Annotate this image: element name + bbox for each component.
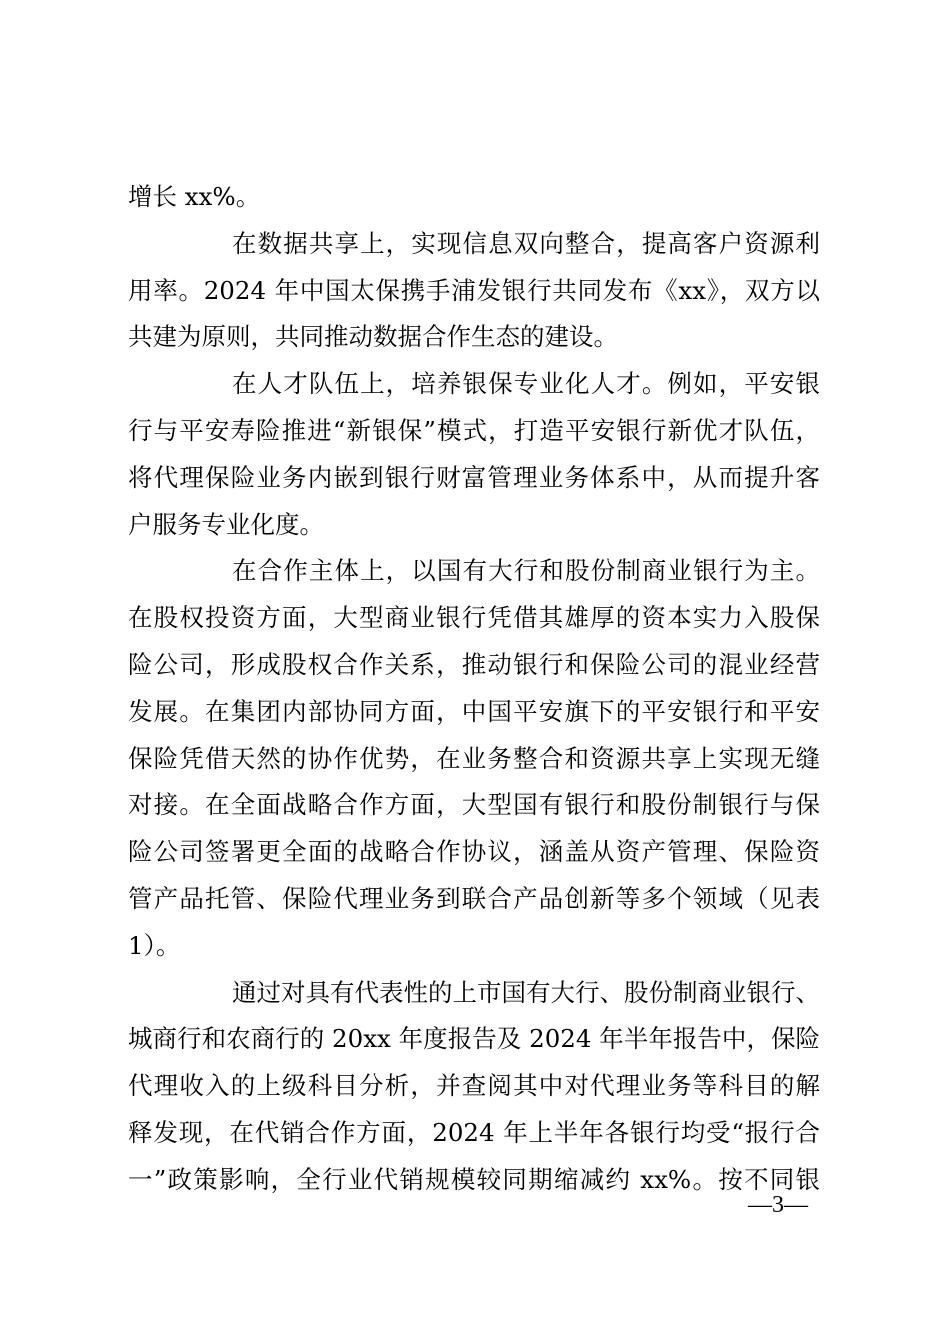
- document-body: [128, 174, 820, 1204]
- text-line: 在人才队伍上，培养银保专业化人才。例如，平安银: [232, 369, 820, 399]
- text-line: 管产品托管、保险代理业务到联合产品创新等多个领域（见表: [128, 883, 820, 913]
- page-number: —3—: [748, 1192, 808, 1218]
- text-line: 用率。2024 年中国太保携手浦发银行共同发布《xx》，双方以: [128, 275, 820, 305]
- text-line: 通过对具有代表性的上市国有大行、股份制商业银行、: [232, 977, 820, 1007]
- text-line: 增长 xx%。: [128, 182, 261, 211]
- text-line: 一”政策影响，全行业代销规模较同期缩减约 xx%。按不同银: [128, 1164, 820, 1194]
- paragraph-talent: [128, 361, 820, 548]
- text-line: 险公司，形成股权合作关系，推动银行和保险公司的混业经营: [128, 649, 820, 679]
- text-line: 将代理保险业务内嵌到银行财富管理业务体系中，从而提升客: [128, 462, 820, 492]
- text-line: 共建为原则，共同推动数据合作生态的建设。: [128, 322, 618, 352]
- text-line: 释发现，在代销合作方面，2024 年上半年各银行均受“报行合: [128, 1117, 820, 1147]
- text-line: 保险凭借天然的协作优势，在业务整合和资源共享上实现无缝: [128, 743, 820, 773]
- text-line: 对接。在全面战略合作方面，大型国有银行和股份制银行与保: [128, 790, 820, 820]
- paragraph-annual-report-analysis: [128, 970, 820, 1204]
- text-line: 城商行和农商行的 20xx 年度报告及 2024 年半年报告中，保险: [128, 1024, 820, 1054]
- paragraph-data-sharing: [128, 221, 820, 361]
- text-line: 发展。在集团内部协同方面，中国平安旗下的平安银行和平安: [128, 696, 820, 726]
- text-line: 险公司签署更全面的战略合作协议，涵盖从资产管理、保险资: [128, 837, 820, 867]
- text-line: 在合作主体上，以国有大行和股份制商业银行为主。: [232, 556, 820, 586]
- text-line: 户服务专业化度。: [128, 509, 324, 539]
- text-line: 在股权投资方面，大型商业银行凭借其雄厚的资本实力入股保: [128, 603, 820, 633]
- text-line: 在数据共享上，实现信息双向整合，提高客户资源利: [232, 228, 820, 258]
- text-line: 代理收入的上级科目分析，并查阅其中对代理业务等科目的解: [128, 1071, 820, 1101]
- paragraph-cooperation-subject: [128, 548, 820, 969]
- paragraph-continuation: [128, 174, 820, 221]
- text-line: 1）。: [128, 930, 181, 960]
- text-line: 行与平安寿险推进“新银保”模式，打造平安银行新优才队伍，: [128, 415, 820, 445]
